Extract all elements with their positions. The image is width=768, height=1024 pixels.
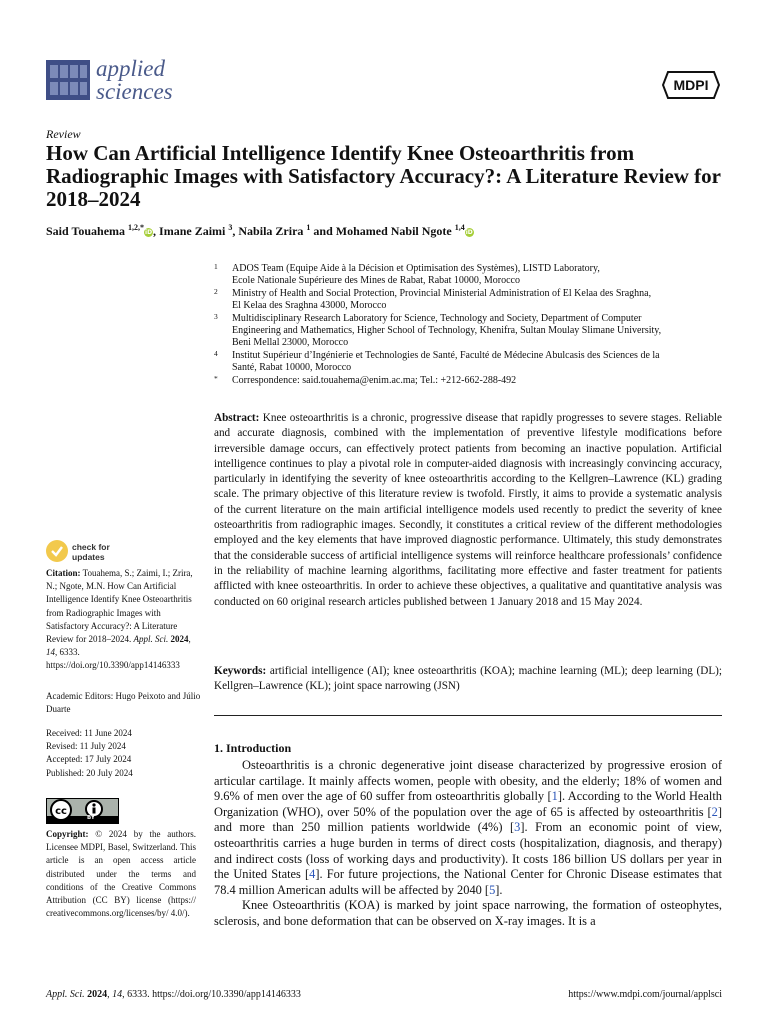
author-affiliation-marker: 1,2,* [128, 223, 145, 232]
date-revised: Revised: 11 July 2024 [46, 741, 126, 752]
publisher-logo [662, 70, 720, 100]
footer-citation: Appl. Sci. 2024, 14, 6333. https://doi.org/10.3390/app14146333 [46, 989, 301, 1000]
check-updates-icon [46, 540, 68, 562]
citation-doi[interactable]: , 6333. https://doi.org/10.3390/app14146333 [46, 647, 180, 671]
paragraph [214, 898, 722, 929]
author-separator: and [310, 224, 336, 238]
author-affiliation-marker: 1 [306, 223, 311, 232]
date-accepted: Accepted: 17 July 2024 [46, 754, 132, 765]
paragraph-text: Osteoarthritis is a chronic degenerative joint disease characterized by progressive erosion of articular cartilage. It mainly affects women, people with obesity, and the elderly; 18% of women and 9.6% of men over the age of 60 suffer from osteoarthritis globally [ [214, 758, 722, 804]
publication-dates [46, 727, 201, 780]
author-affiliation-marker: 1,4 [454, 223, 465, 232]
affiliation-line: Multidisciplinary Research Laboratory for Science, Technology and Society, Department of Computer [232, 312, 642, 324]
author-affiliation-marker: 3 [228, 223, 233, 232]
check-for-updates-button[interactable] [46, 540, 166, 566]
affiliation-item [214, 350, 726, 375]
affiliation-line: Beni Mellal 23000, Morocco [232, 337, 349, 349]
paragraph-text: ]. [495, 882, 503, 897]
keywords-label: Keywords: [214, 665, 267, 677]
article-type: Review [46, 127, 81, 141]
citation-label: Citation: [46, 568, 81, 578]
author-name: Nabila Zrira [238, 224, 304, 238]
citation-text: Touahema, S.; Zaimi, I.; Zrira, N.; Ngote, M.N. How Can Artificial Intelligence Identify Knee Osteoarthritis from Radiographic Images with Satisfactory Accuracy?: A Literature Review for 2018–2024. [46, 568, 193, 645]
copyright-text: © 2024 by the authors. Licensee MDPI, Basel, Switzerland. This article is an open access article distributed under the terms and conditions of the Creative Commons Attribution (CC BY) license (https:// creativecommons.org/licenses/by/ 4.0/). [46, 829, 197, 919]
section-divider [214, 715, 722, 716]
affiliation-line: Ministry of Health and Social Protection, Provincial Ministerial Administration of El Kelaa des Sraghna, [232, 287, 652, 299]
author-name: Said Touahema [46, 224, 126, 238]
affiliation-number: * [214, 373, 218, 383]
paragraph-text: ]. For future projections, the National Center for Chronic Disease estimates that 78.4 million American adults will be affected by 2040 [ [214, 867, 722, 897]
affiliation-number: 4 [214, 348, 218, 358]
footer-journal-url[interactable]: https://www.mdpi.com/journal/applsci [568, 989, 722, 1000]
paragraph [214, 758, 722, 898]
reference-link[interactable]: 5 [489, 882, 496, 897]
keywords-text: artificial intelligence (AI); knee osteoarthritis (KOA); machine learning (ML); deep learning (DL); Kellgren–Lawrence (KL); joint space narrowing (JSN) [214, 665, 723, 693]
citation-journal: Appl. Sci. [133, 634, 169, 645]
academic-editors: Academic Editors: Hugo Peixoto and Júlio Duarte [46, 691, 201, 715]
section-heading-introduction: 1. Introduction [214, 741, 292, 755]
journal-name: applied sciences [96, 56, 173, 104]
author-separator: , [232, 224, 239, 238]
copyright-notice [46, 828, 196, 920]
affiliation-line: Correspondence: said.touahema@enim.ac.ma; Tel.: +212-662-288-492 [232, 374, 517, 386]
cc-by-label: BY [87, 815, 95, 821]
affiliation-line: El Kelaa des Sraghna 43000, Morocco [232, 300, 387, 312]
paragraph-text: ] and more than 250 million patients worldwide (4%) [ [214, 804, 722, 835]
citation-year: 2024 [170, 634, 189, 645]
paragraph-text: ]. According to the World Health Organization (WHO), over 50% of the population over the age of 65 is affected by osteoarthritis [ [214, 789, 722, 819]
affiliation-item [214, 313, 726, 350]
affiliation-number: 2 [214, 286, 218, 296]
affiliation-item [214, 375, 726, 387]
abstract-text: Knee osteoarthritis is a chronic, progressive disease that rapidly progresses to severe stages. Reliable and accurate diagnosis, combined with the implementation of preventive lifestyle modifications before irreversible damage occurs, can effectively protect patients from becoming an inactive population. Artificial intelligence continues to play a pivotal role in computer-aided diagnosis with increasingly convincing accuracy, particularly in identifying the severity of knee osteoarthritis according to the Kellgren–Lawrence (KL) grading scale. The primary objective of this literature review is twofold. Firstly, it aims to provide a systematic analysis of the current literature on the main artificial intelligence models used recently to predict the severity of knee osteoarthritis from radiographic images. Secondly, it constitutes a critical review of the different methodologies employed and the key elements that have improved diagnostic performance. Ultimately, this study demonstrates that the considerable success of artificial intelligence systems will reinforce healthcare professionals’ confidence in the reliability of machine learning algorithms, facilitating more effective and faster treatment for patients afflicted with knee osteoarthritis. In order to achieve these objectives, a qualitative and quantitative analysis was conducted on 60 original research articles published between 1 January 2018 and 15 May 2024. [214, 412, 723, 608]
date-published: Published: 20 July 2024 [46, 767, 133, 778]
orcid-icon[interactable]: iD [465, 229, 473, 236]
abstract [214, 411, 722, 610]
paragraph-text: Knee Osteoarthritis (KOA) is marked by joint space narrowing, the formation of osteophytes, sclerosis, and bone deformation that can be observed on X-ray images. It is a [214, 898, 722, 928]
keywords [214, 664, 722, 695]
abstract-label: Abstract: [214, 412, 260, 424]
journal-logo-icon [46, 60, 90, 100]
affiliation-number: 1 [214, 262, 218, 271]
orcid-icon[interactable]: iD [145, 229, 153, 236]
check-updates-label-2: updates [72, 552, 105, 562]
check-updates-label-1: check for [72, 542, 110, 552]
affiliation-number: 3 [214, 311, 218, 321]
publisher-name: MDPI [673, 77, 709, 93]
paper-title: How Can Artificial Intelligence Identify Knee Osteoarthritis from Radiographic Images with Satisfactory Accuracy?: A Literature Review for 2018–2024 [46, 141, 721, 211]
introduction-body [214, 758, 722, 930]
reference-link[interactable]: 3 [514, 820, 521, 835]
affiliation-line: Institut Supérieur d’Ingénierie et Technologies de Santé, Faculté de Médecine Abulcasis des Sciences de la [232, 349, 660, 361]
affiliation-line: Engineering and Mathematics, Higher School of Technology, Khenifra, Sultan Moulay Slimane University, [232, 325, 662, 337]
author-name: Imane Zaimi [159, 224, 226, 238]
citation-volume: 14 [46, 647, 55, 658]
cc-license-badge[interactable] [46, 798, 119, 824]
affiliation-line: Santé, Rabat 10000, Morocco [232, 362, 352, 374]
affiliations [214, 263, 726, 387]
affiliation-item [214, 288, 726, 313]
affiliation-item [214, 263, 726, 288]
affiliation-line: ADOS Team (Equipe Aide à la Décision et Optimisation des Systèmes), LISTD Laboratory, [232, 263, 600, 274]
reference-link[interactable]: 4 [309, 867, 316, 882]
author-name: Mohamed Nabil Ngote [335, 224, 452, 238]
author-separator: , [153, 224, 160, 238]
cc-by-icon [47, 799, 118, 823]
copyright-label: Copyright: [46, 829, 89, 839]
svg-text:cc: cc [55, 806, 67, 817]
author-list [46, 223, 726, 239]
date-received: Received: 11 June 2024 [46, 728, 132, 738]
paragraph-text: ]. From an economic point of view, osteoarthritis carries a huge burden in terms of direct costs (hospitalization, diagnosis, and therapy) and indirect costs (loss of working days and productivity). It costs 186 billion US dollars per year in the United States [ [214, 820, 722, 882]
reference-link[interactable]: 2 [711, 804, 718, 819]
reference-link[interactable]: 1 [551, 789, 558, 804]
affiliation-line: Ecole Nationale Supérieure des Mines de Rabat, Rabat 10000, Morocco [232, 275, 520, 287]
citation: Citation: Touahema, S.; Zaimi, I.; Zrira, N.; Ngote, M.N. How Can Artificial Intelligence Identify Knee Osteoarthritis from Radiographic Images with Satisfactory Accuracy?: A Literature Review for 2018–2024. Appl. Sci. 2024, 14, 6333. https://doi.org/10.3390/app14146333 [46, 568, 193, 671]
